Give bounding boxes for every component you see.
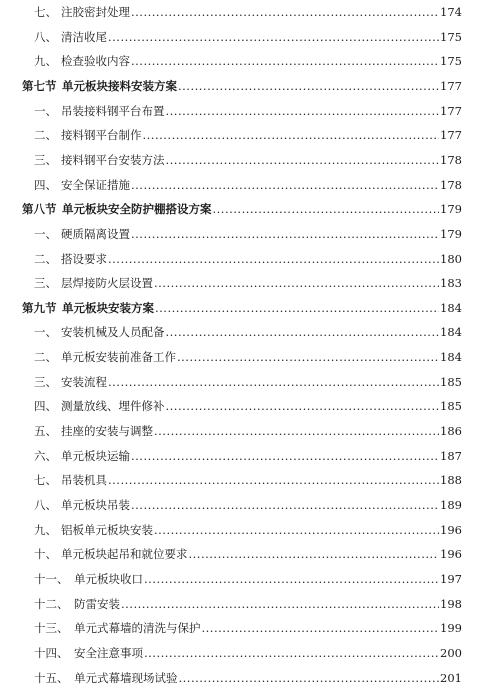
toc-title: 搭设要求 [61,251,107,266]
toc-title: 硬质隔离设置 [61,226,130,241]
dot-leader [131,2,439,22]
toc-item-row[interactable] [0,372,484,392]
toc-title: 安全保证措施 [61,177,130,192]
toc-page-number: 179 [440,202,462,217]
toc-number: 六、 [34,448,57,463]
toc-number: 十三、 [34,621,69,636]
dot-leader [131,224,439,244]
toc-item-row[interactable] [0,618,484,638]
toc-title: 检查验收内容 [61,54,130,69]
toc-item-row[interactable] [0,101,484,121]
toc-item-row[interactable] [0,2,484,22]
toc-number: 一、 [34,325,57,340]
toc-item-row[interactable] [0,470,484,490]
dot-leader [166,396,440,416]
toc-page-number: 177 [440,103,462,118]
toc-number: 三、 [34,276,57,291]
toc-section-row[interactable] [0,76,484,96]
toc-number: 五、 [34,424,57,438]
dot-leader [108,27,439,47]
dot-leader [155,298,439,318]
dot-leader [131,51,439,71]
toc-title: 清洁收尾 [61,29,107,44]
dot-leader [189,544,440,564]
toc-page-number: 186 [440,424,462,438]
toc-number: 十五、 [34,670,69,685]
dot-leader [143,125,440,145]
toc-title: 单元式幕墙现场试验 [74,670,178,685]
toc-item-row[interactable] [0,249,484,269]
toc-title: 安装流程 [61,374,107,389]
toc-section-row[interactable] [0,298,484,318]
dot-leader [144,643,439,663]
toc-page-number: 198 [440,596,462,611]
toc-page-number: 199 [440,621,462,636]
toc-item-row[interactable] [0,125,484,145]
toc-number: 八、 [34,29,57,44]
toc-page-number: 188 [440,473,462,488]
toc-item-row[interactable] [0,322,484,342]
toc-page-number: 201 [440,670,462,685]
toc-title: 吊装接料钢平台布置 [61,103,165,118]
toc-number: 第九节 [22,300,57,315]
dot-leader [131,175,439,195]
dot-leader [131,446,439,466]
toc-item-row[interactable] [0,446,484,466]
dot-leader [108,470,439,490]
toc-page-number: 196 [440,522,462,537]
toc-number: 第八节 [22,202,57,217]
toc-page-number: 177 [440,78,462,93]
toc-page-number: 189 [440,498,462,512]
toc-item-row[interactable] [0,51,484,71]
toc-number: 二、 [34,350,57,365]
dot-leader [179,668,440,688]
dot-leader [121,594,439,614]
toc-number: 十二、 [34,596,69,611]
toc-item-row[interactable] [0,396,484,416]
toc-item-row[interactable] [0,150,484,170]
toc-title: 层焊接防火层设置 [61,276,153,291]
toc-number: 十一、 [34,571,69,586]
toc-title: 单元板块收口 [74,571,143,586]
toc-page-number: 184 [440,325,462,340]
toc-item-row[interactable] [0,273,484,293]
toc-page-number: 184 [440,300,462,315]
dot-leader [131,495,439,515]
toc-title: 安装机械及人员配备 [61,325,165,340]
toc-page-number: 185 [440,399,462,414]
toc-page-number: 177 [440,128,462,143]
toc-item-row[interactable] [0,643,484,663]
dot-leader [166,322,440,342]
dot-leader [213,199,440,219]
toc-number: 七、 [34,473,57,488]
toc-page-number: 180 [440,251,462,266]
toc-page-number: 178 [440,152,462,167]
toc-number: 七、 [34,5,57,19]
toc-page-number: 184 [440,350,462,365]
dot-leader [166,150,440,170]
toc-title: 吊装机具 [61,473,107,488]
toc-title: 单元板块安全防护棚搭设方案 [62,202,212,217]
toc-number: 一、 [34,226,57,241]
toc-number: 十四、 [34,645,69,660]
toc-page-number: 196 [440,547,462,562]
toc-item-row[interactable] [0,175,484,195]
toc-number: 三、 [34,374,57,389]
toc-title: 防雷安装 [74,596,120,611]
toc-page-number: 174 [440,5,462,19]
toc-item-row[interactable] [0,569,484,589]
dot-leader [108,372,439,392]
toc-page-number: 178 [440,177,462,192]
toc-item-row[interactable] [0,347,484,367]
dot-leader [177,347,439,367]
toc-item-row[interactable] [0,668,484,688]
toc-page-number: 175 [440,29,462,44]
toc-item-row[interactable] [0,421,484,441]
toc-title: 单元板块接料安装方案 [62,78,177,93]
toc-page-number: 187 [440,448,462,463]
toc-section-row[interactable] [0,199,484,219]
toc-number: 二、 [34,128,57,143]
toc-item-row[interactable] [0,224,484,244]
toc-number: 八、 [34,498,57,512]
dot-leader [144,569,439,589]
toc-page-number: 200 [440,645,462,660]
toc-number: 三、 [34,152,57,167]
toc-title: 注胶密封处理 [61,5,130,19]
toc-title: 安全注意事项 [74,645,143,660]
toc-number: 九、 [34,54,57,69]
dot-leader [154,421,439,441]
toc-title: 接料钢平台安装方法 [61,152,165,167]
toc-page-number: 175 [440,54,462,69]
toc-page-number: 179 [440,226,462,241]
toc-title: 单元板块安装方案 [62,300,154,315]
toc-title: 单元板块吊装 [61,498,130,512]
toc-item-row[interactable] [0,520,484,540]
toc-title: 单元式幕墙的清洗与保护 [74,621,201,636]
toc-page-number: 183 [440,276,462,291]
toc-item-row[interactable] [0,27,484,47]
toc-number: 十、 [34,547,57,562]
toc-title: 铝板单元板块安装 [61,522,153,537]
toc-title: 挂座的安装与调整 [61,424,153,438]
toc-number: 九、 [34,522,57,537]
toc-title: 测量放线、埋件修补 [61,399,165,414]
toc-number: 第七节 [22,78,57,93]
dot-leader [108,249,439,269]
toc-page-number: 197 [440,571,462,586]
toc-title: 接料钢平台制作 [61,128,142,143]
toc-number: 二、 [34,251,57,266]
dot-leader [154,273,439,293]
dot-leader [154,520,439,540]
toc-title: 单元板块运输 [61,448,130,463]
toc-item-row[interactable] [0,544,484,564]
dot-leader [202,618,440,638]
toc-title: 单元板安装前准备工作 [61,350,176,365]
toc-page-number: 185 [440,374,462,389]
dot-leader [166,101,440,121]
toc-item-row[interactable] [0,594,484,614]
toc-number: 一、 [34,103,57,118]
toc-number: 四、 [34,399,57,414]
dot-leader [178,76,439,96]
toc-title: 单元板块起吊和就位要求 [61,547,188,562]
toc-number: 四、 [34,177,57,192]
toc-item-row[interactable] [0,495,484,515]
